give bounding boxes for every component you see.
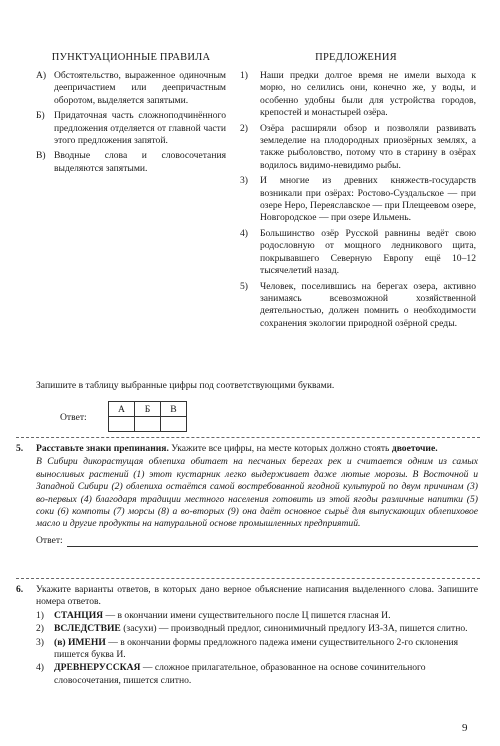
- task-prompt-emphasis: двоеточие.: [391, 443, 438, 454]
- sentence-text: Наши предки долгое время не имели выхода к морю, но селились они, конечно же, у воды, и особенно удобны были для устройства городов, крепостей и монастырей озёра.: [260, 70, 476, 119]
- task-passage: В Сибири дикорастущая облепиха обитает на песчаных берегах рек и считается одним из самых выносливых растений (1) этот кустарник легко выдерживает даже лютые морозы. В Восточной и Западной Сибири (2) облепиха остаётся самой востребованной ягодной культурой по двум причинам (3) во-первых (4) благодаря традиции местного населения готовить из этой ягоды различные напитки (5) соки (6) компоты (7) морсы (8) а во-вторых (9) она даёт основное сырьё для выпускающих облепиховое масло и другие продукты на натуральной основе промышленных предприятий.: [36, 456, 478, 530]
- column-headers: [0, 52, 500, 66]
- task-number: 5.: [16, 443, 24, 454]
- answer-label: Ответ:: [60, 412, 87, 423]
- answer-label: Ответ:: [36, 534, 63, 546]
- option-marker: 2): [36, 623, 44, 635]
- task-title: Расставьте знаки препинания.: [36, 443, 169, 454]
- option-word: СТАНЦИЯ: [54, 609, 104, 621]
- sentence-marker: 4): [240, 227, 248, 239]
- option-text: — в окончании формы предложного падежа имени существительного 2-го склонения пишется буква И.: [54, 636, 459, 661]
- option-text: — сложное прилагательное, образованное на основе сочинительного словосочетания, пишется слитно.: [54, 662, 426, 686]
- sentence-marker: 2): [240, 122, 248, 134]
- answer-cell-a[interactable]: [109, 417, 135, 432]
- answer-input-line[interactable]: [67, 536, 478, 547]
- task-prompt: [36, 443, 478, 455]
- rules-column: [36, 70, 226, 178]
- section-divider: [16, 437, 480, 438]
- sentence-text: Человек, поселившись на берегах озера, активно занимаясь всевозможной хозяйственной деятельностью, должен помнить о необходимости сохранения экологии природной озёрной среды.: [260, 280, 476, 329]
- task-5: [16, 443, 478, 547]
- page-number: 9: [462, 722, 468, 734]
- option-word: ДРЕВНЕРУССКАЯ: [54, 662, 141, 674]
- sentence-item: [240, 70, 476, 120]
- table-instruction: Запишите в таблицу выбранные цифры под соответствующими буквами.: [36, 380, 335, 391]
- option-item: [36, 610, 478, 622]
- answer-letter-b: Б: [135, 402, 161, 417]
- sentence-item: [240, 228, 476, 278]
- answer-cell-v[interactable]: [161, 417, 187, 432]
- sentence-item: [240, 281, 476, 331]
- sentence-text: Большинство озёр Русской равнины ведёт свою родословную от мощного ледникового щита, покрывавшего Северную Европу ещё 10–12 тысячелетий назад.: [260, 227, 476, 277]
- rule-text: Обстоятельство, выраженное одиночным деепричастием или деепричастным оборотом, выделяется запятыми.: [54, 70, 226, 106]
- section-divider: [16, 578, 480, 579]
- rule-marker: Б): [36, 110, 45, 122]
- sentence-item: [240, 123, 476, 173]
- rule-text: Придаточная часть сложноподчинённого предложения отделяется от главной части этого предложения запятой.: [54, 110, 226, 147]
- answer-letter-v: В: [161, 402, 187, 417]
- answer-cell-b[interactable]: [135, 417, 161, 432]
- rule-item: [36, 150, 226, 175]
- option-marker: 4): [36, 662, 44, 674]
- task-number: 6.: [16, 584, 24, 595]
- task-prompt-text: Укажите все цифры, на месте которых должно стоять: [168, 443, 392, 454]
- answer-letter-a: А: [109, 402, 135, 417]
- option-marker: 3): [36, 636, 44, 648]
- option-word: (в) ИМЕНИ: [54, 636, 106, 648]
- sentence-marker: 3): [240, 175, 248, 187]
- option-marker: 1): [36, 609, 44, 621]
- sentence-marker: 5): [240, 280, 248, 292]
- answer-table: [108, 401, 187, 432]
- rule-item: [36, 110, 226, 147]
- rule-marker: В): [36, 150, 46, 162]
- rule-text: Вводные слова и словосочетания выделяются запятыми.: [54, 150, 226, 174]
- rule-item: [36, 70, 226, 107]
- sentence-text: И многие из древних княжеств-государств возникали при озёрах: Ростово-Суздальское — при озере Неро, Переяславское — при Плещеевом озере, Новгородское — при озере Ильмень.: [260, 175, 476, 224]
- sentence-item: [240, 175, 476, 225]
- sentence-marker: 1): [240, 70, 248, 81]
- option-text: (засухи) — производный предлог, синонимичный предлогу ИЗ-ЗА, пишется слитно.: [120, 623, 468, 635]
- sentences-header: ПРЕДЛОЖЕНИЯ: [315, 52, 397, 63]
- rule-marker: А): [36, 70, 47, 81]
- option-text: — в окончании имени существительного после Ц пишется гласная И.: [103, 609, 391, 621]
- option-item: [36, 662, 478, 687]
- task-6: [16, 584, 478, 687]
- sentence-text: Озёра расширяли обзор и позволяли развивать земледелие на плодородных приозёрных землях, а также рыболовство, потому что в старину в озёрах водилось видимо-невидимо рыбы.: [260, 122, 476, 171]
- task-prompt: Укажите варианты ответов, в которых дано верное объяснение написания выделенного слова. Запишите номера ответов.: [36, 584, 478, 608]
- option-item: [36, 623, 478, 635]
- option-word: ВСЛЕДСТВИЕ: [54, 623, 121, 635]
- rules-header: ПУНКТУАЦИОННЫЕ ПРАВИЛА: [51, 52, 211, 63]
- option-item: [36, 637, 478, 662]
- sentences-column: [240, 70, 476, 333]
- answer-line: [36, 535, 478, 547]
